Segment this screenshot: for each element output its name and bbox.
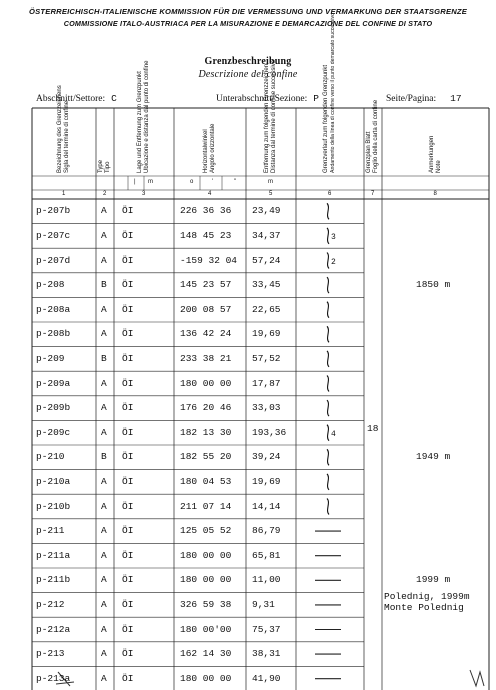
mark-position: ÖI [122, 451, 134, 463]
mark-position: ÖI [122, 303, 134, 315]
horizontal-angle: 148 45 23 [180, 229, 232, 241]
column-number-3: 3 [142, 191, 146, 197]
mark-position: ÖI [122, 426, 134, 438]
horizontal-angle: 182 13 30 [180, 426, 232, 438]
boundary-mark-id: p-209b [36, 402, 71, 414]
mark-type: A [101, 598, 107, 610]
boundary-mark-id: p-207d [36, 254, 71, 266]
mark-type: A [101, 254, 107, 266]
boundary-mark-id: p-209 [36, 352, 65, 364]
column-header-6: Grenzverlauf zum folgenden Grenzpunkt [323, 64, 329, 173]
course-note: 2 [331, 257, 336, 267]
units-col3-sep: | [134, 179, 136, 185]
column-number-1: 1 [62, 191, 66, 197]
mark-type: A [101, 525, 107, 537]
mark-position: ÖI [122, 475, 134, 487]
mark-position: ÖI [122, 598, 134, 610]
boundary-mark-id: p-208 [36, 279, 65, 291]
distance-next: 41,90 [252, 672, 281, 684]
mark-position: ÖI [122, 648, 134, 660]
mark-type: B [101, 451, 107, 463]
distance-next: 33,03 [252, 402, 281, 414]
horizontal-angle: 180 00 00 [180, 672, 232, 684]
boundary-mark-id: p-211a [36, 549, 71, 561]
horizontal-angle: 145 23 57 [180, 279, 232, 291]
distance-next: 86,79 [252, 525, 281, 537]
subsection-label: Unterabschnitt/Sezione: [216, 94, 308, 104]
mark-position: ÖI [122, 549, 134, 561]
mark-type: A [101, 402, 107, 414]
boundary-mark-id: p-212a [36, 623, 71, 635]
horizontal-angle: 182 55 20 [180, 451, 232, 463]
section-label: Abschnitt/Settore: [36, 94, 106, 104]
curved-boundary-symbol [327, 425, 329, 441]
column-number-5: 5 [269, 191, 273, 197]
column-header-5: Distanza dal termine di confine successivo [271, 59, 277, 173]
sheet-number: 18 [367, 422, 379, 434]
units-col3-m: m [148, 179, 153, 185]
distance-next: 57,24 [252, 254, 281, 266]
distance-next: 39,24 [252, 451, 281, 463]
boundary-mark-id: p-209c [36, 426, 71, 438]
note-text: Monte Polednig [384, 601, 464, 613]
column-header-7: Grenzplan Blatt [366, 131, 372, 173]
boundary-mark-id: p-211b [36, 574, 71, 586]
distance-next: 23,49 [252, 205, 281, 217]
units-col4-2: " [234, 179, 237, 185]
units-col5-m: m [268, 179, 273, 185]
boundary-mark-id: p-211 [36, 525, 65, 537]
note-text: 1850 m [416, 278, 451, 290]
boundary-mark-id: p-209a [36, 377, 71, 389]
curved-boundary-symbol [327, 376, 329, 392]
page-value: 17 [450, 93, 462, 104]
horizontal-angle: 180 00'00 [180, 623, 232, 635]
column-header-4: Horizontalwinkel [203, 129, 209, 173]
mark-type: A [101, 377, 107, 389]
boundary-mark-id: p-210a [36, 475, 71, 487]
header-line-german: ÖSTERREICHISCH-ITALIENISCHE KOMMISSION FÜR DIE VERMESSUNG UND VERMARKUNG DER STAATSGRENZE [28, 7, 467, 16]
distance-next: 57,52 [252, 352, 281, 364]
title-german: Grenzbeschreibung [204, 56, 292, 67]
mark-position: ÖI [122, 402, 134, 414]
column-header-3: Lage und Entfernung zum Grenzpunkt [137, 71, 143, 173]
curved-boundary-symbol [327, 474, 329, 490]
mark-position: ÖI [122, 328, 134, 340]
curved-boundary-symbol [327, 253, 329, 269]
horizontal-angle: 180 04 53 [180, 475, 232, 487]
units-col4-1: ' [212, 179, 214, 185]
horizontal-angle: 180 00 00 [180, 549, 232, 561]
horizontal-angle: 226 36 36 [180, 205, 232, 217]
horizontal-angle: 136 42 24 [180, 328, 232, 340]
column-number-8: 8 [433, 191, 437, 197]
column-header-5: Entfernung zum folgenden Grenzzeichen [264, 63, 270, 173]
curved-boundary-symbol [327, 277, 329, 293]
note-text: 1999 m [416, 574, 451, 585]
mark-position: ÖI [122, 623, 134, 635]
curved-boundary-symbol [327, 326, 329, 342]
mark-type: A [101, 648, 107, 660]
note-text: 1949 m [416, 451, 451, 462]
horizontal-angle: 326 59 38 [180, 598, 232, 610]
page-label: Seite/Pagina: [386, 94, 437, 104]
curved-boundary-symbol [327, 228, 329, 244]
boundary-mark-id: p-213a [36, 672, 71, 684]
mark-position: ÖI [122, 672, 134, 684]
distance-next: 14,14 [252, 500, 281, 512]
curved-boundary-symbol [327, 400, 329, 416]
column-header-2: Tipo [105, 161, 111, 173]
note-text: Polednig, 1999m [384, 590, 470, 602]
units-col4-0: o [190, 179, 194, 185]
mark-type: A [101, 426, 107, 438]
column-number-6: 6 [328, 191, 332, 197]
column-number-2: 2 [103, 191, 107, 197]
mark-position: ÖI [122, 500, 134, 512]
boundary-mark-id: p-212 [36, 598, 65, 610]
curved-boundary-symbol [327, 203, 329, 219]
boundary-mark-id: p-208a [36, 303, 71, 315]
curved-boundary-symbol [327, 449, 329, 465]
column-number-4: 4 [208, 191, 212, 197]
column-header-2: Type [98, 159, 104, 173]
column-header-3: Ubicazione e distanza dal punto di confine [144, 60, 150, 173]
distance-next: 33,45 [252, 279, 281, 291]
column-header-8: Note [435, 160, 442, 173]
column-header-1: Bezeichnung des Grenzzeichens [57, 85, 63, 173]
mark-position: ÖI [122, 229, 134, 241]
distance-next: 17,87 [252, 377, 281, 389]
horizontal-angle: -159 32 04 [180, 254, 238, 266]
distance-next: 22,65 [252, 303, 281, 315]
distance-next: 19,69 [252, 328, 281, 340]
distance-next: 193,36 [252, 426, 287, 438]
course-note: 3 [331, 232, 336, 242]
column-header-8: Anmerkungen [428, 135, 435, 173]
column-header-4: Angolo orizzontale [210, 123, 216, 173]
mark-position: ÖI [122, 377, 134, 389]
mark-type: A [101, 549, 107, 561]
horizontal-angle: 233 38 21 [180, 352, 232, 364]
horizontal-angle: 180 00 00 [180, 377, 232, 389]
mark-position: ÖI [122, 279, 134, 291]
distance-next: 65,81 [252, 549, 281, 561]
mark-type: A [101, 623, 107, 635]
curved-boundary-symbol [327, 302, 329, 318]
boundary-mark-id: p-208b [36, 328, 71, 340]
distance-next: 38,31 [252, 648, 281, 660]
horizontal-angle: 211 07 14 [180, 500, 232, 512]
distance-next: 9,31 [252, 598, 275, 610]
horizontal-angle: 200 08 57 [180, 303, 232, 315]
mark-type: A [101, 672, 107, 684]
mark-type: A [101, 229, 107, 241]
mark-type: A [101, 500, 107, 512]
horizontal-angle: 180 00 00 [180, 574, 232, 586]
horizontal-angle: 125 05 52 [180, 525, 232, 537]
distance-next: 11,00 [252, 574, 281, 586]
distance-next: 34,37 [252, 229, 281, 241]
mark-type: A [101, 303, 107, 315]
curved-boundary-symbol [327, 351, 329, 367]
boundary-mark-id: p-207c [36, 229, 71, 241]
course-note: 4 [331, 429, 336, 439]
mark-position: ÖI [122, 525, 134, 537]
mark-position: ÖI [122, 254, 134, 266]
boundary-mark-id: p-210b [36, 500, 71, 512]
horizontal-angle: 176 20 46 [180, 402, 232, 414]
mark-position: ÖI [122, 205, 134, 217]
column-header-7: Foglio della carta di confine [373, 99, 379, 173]
column-header-1: Sigla del termine di confine [64, 100, 70, 173]
mark-type: A [101, 574, 107, 586]
horizontal-angle: 162 14 30 [180, 648, 232, 660]
column-number-7: 7 [371, 191, 375, 197]
subsection-value: P [313, 93, 319, 104]
distance-next: 19,69 [252, 475, 281, 487]
mark-type: A [101, 328, 107, 340]
mark-position: ÖI [122, 352, 134, 364]
distance-next: 75,37 [252, 623, 281, 635]
mark-type: B [101, 352, 107, 364]
column-header-6: Andamento della linea di confine verso il punto demarcato successivo [330, 12, 336, 173]
section-value: C [111, 93, 117, 104]
boundary-mark-id: p-207b [36, 205, 71, 217]
initials-mark [470, 670, 484, 686]
mark-type: A [101, 475, 107, 487]
mark-position: ÖI [122, 574, 134, 586]
header-line-italian: COMMISSIONE ITALO-AUSTRIACA PER LA MISURAZIONE E DEMARCAZIONE DEL CONFINE DI STATO [63, 19, 433, 28]
curved-boundary-symbol [327, 499, 329, 515]
mark-type: A [101, 205, 107, 217]
boundary-mark-id: p-213 [36, 648, 65, 660]
mark-type: B [101, 279, 107, 291]
boundary-mark-id: p-210 [36, 451, 65, 463]
title-italian: Descrizione del confine [198, 69, 298, 80]
